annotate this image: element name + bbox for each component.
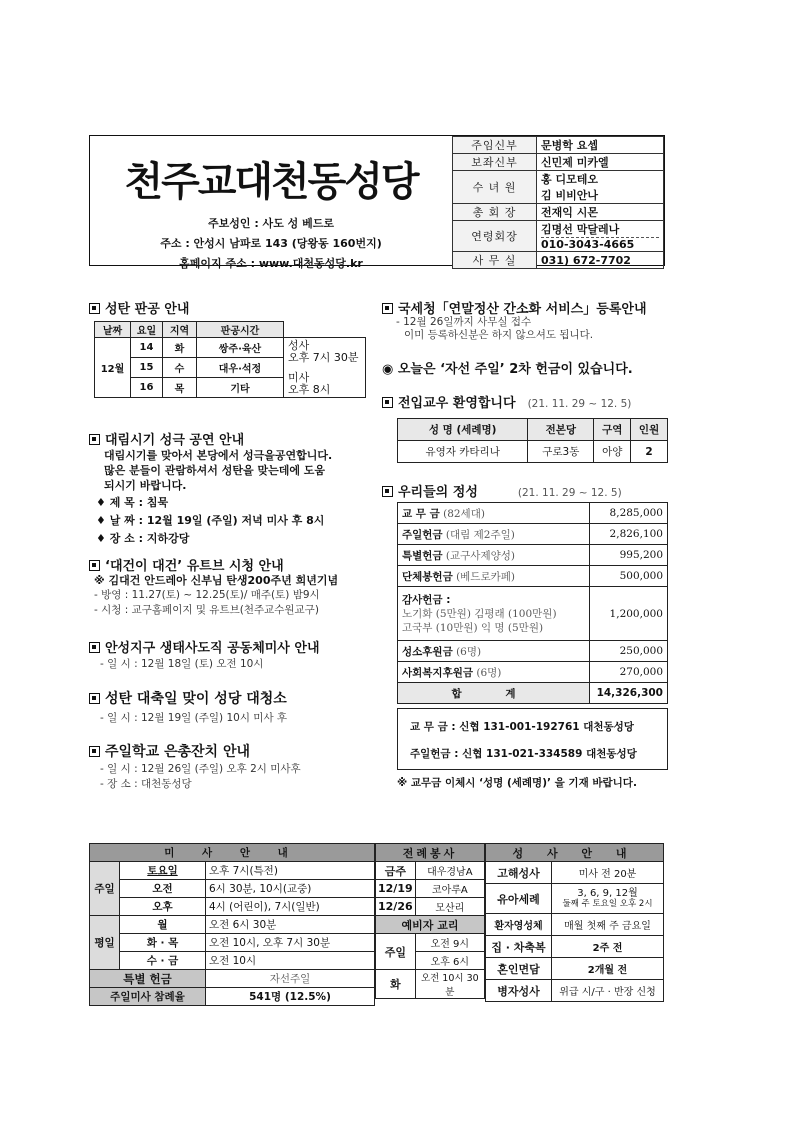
advent-item: ♦ 제 목 : 침묵 xyxy=(96,496,169,509)
staff-table xyxy=(452,136,664,265)
time-label: 미사 xyxy=(288,370,310,384)
staff-role: 사 무 실 xyxy=(453,252,537,269)
bank-line: 교 무 금 : 신협 131-001-192761 대천동성당 xyxy=(410,721,634,733)
square-bullet-icon xyxy=(382,303,393,314)
sacrament-name: 고해성사 xyxy=(486,862,552,884)
sunday-school-body xyxy=(100,762,301,792)
tax-line: - 12월 26일까지 사무실 접수 xyxy=(396,316,532,328)
catechism-title: 예비자 교리 xyxy=(376,916,485,934)
attendance-label: 주일미사 참례율 xyxy=(90,988,206,1006)
advent-line: 대림시기를 맞아서 본당에서 성극을공연합니다. xyxy=(104,449,333,462)
serve-team: 대우경남A xyxy=(415,862,484,880)
dow-cell: 수 xyxy=(163,358,197,378)
offering-amount: 2,826,100 xyxy=(590,524,668,545)
section-title-xmas: 성탄 판공 안내 xyxy=(89,298,189,317)
staff-role: 연령회장 xyxy=(453,221,537,252)
sacrament-info xyxy=(552,884,664,914)
advent-items xyxy=(96,494,324,548)
catechism-time: 오전 9시 xyxy=(415,934,484,952)
col-header: 지역 xyxy=(163,322,197,338)
staff-name: 신민제 미카엘 xyxy=(537,154,664,171)
sacrament-name: 유아세례 xyxy=(486,884,552,914)
tax-body xyxy=(396,316,593,342)
mass-time: 6시 30분, 10시(교중) xyxy=(206,880,375,898)
advent-line: 되시기 바랍니다. xyxy=(104,479,187,492)
catechism-day: 화 xyxy=(376,970,416,999)
area-cell: 쌍주·육산 xyxy=(197,338,284,358)
patron-line: 주보성인 : 사도 성 베드로 xyxy=(208,217,334,230)
offering-label: 주일헌금 xyxy=(402,528,443,541)
section-title-advent: 대림시기 성극 공연 안내 xyxy=(89,429,244,448)
staff-role: 총 회 장 xyxy=(453,204,537,221)
col-header: 날짜 xyxy=(95,322,131,338)
serve-date: 12/19 xyxy=(376,880,416,898)
advent-item: ♦ 날 짜 : 12월 19일 (주일) 저녁 미사 후 8시 xyxy=(96,514,325,527)
offering-note: (대림 제2주일) xyxy=(445,528,515,541)
offering-label: 특별헌금 xyxy=(402,549,443,562)
sacrament-info: 미사 전 20분 xyxy=(552,862,664,884)
day-cell: 16 xyxy=(131,378,163,398)
section-title-sunday-school: 주일학교 은총잔치 안내 xyxy=(89,741,250,761)
col-header: 구역 xyxy=(594,419,631,441)
serve-date: 금주 xyxy=(376,862,416,880)
sacrament-info: 위급 시/구 · 반장 신청 xyxy=(552,980,664,1002)
header-box xyxy=(89,135,665,270)
sacrament-name: 집 · 차축복 xyxy=(486,936,552,958)
sacrament-info: 2개월 전 xyxy=(552,958,664,980)
youtube-line: - 시청 : 교구홈페이지 및 유트브(천주교수원교구) xyxy=(94,604,319,616)
cleanup-line: - 일 시 : 12월 19일 (주일) 10시 미사 후 xyxy=(100,712,288,724)
thanks-donors: 노기화 (5만원) 김평래 (100만원) xyxy=(402,607,557,620)
sunday-label: 주일 xyxy=(90,862,120,916)
sacrament-info: 매월 첫째 주 금요일 xyxy=(552,914,664,936)
col-header: 전본당 xyxy=(528,419,594,441)
staff-name xyxy=(537,171,664,204)
mass-time: 오전 10시, 오후 7시 30분 xyxy=(206,934,375,952)
special-offering-label: 특별 헌금 xyxy=(90,970,206,988)
sunday-school-line: - 일 시 : 12월 26일 (주일) 오후 2시 미사후 xyxy=(100,763,301,775)
thanks-label: 감사헌금 : xyxy=(402,593,451,606)
mass-slot: 토요일 xyxy=(120,862,206,880)
bank-note: ※ 교무금 이체시 ‘성명 (세례명)’ 을 기재 바랍니다. xyxy=(397,777,637,789)
baptism-months: 3, 6, 9, 12월 xyxy=(577,887,638,899)
table-row xyxy=(398,641,668,662)
staff-phone: 010-3043-4665 xyxy=(541,238,635,251)
address-line: 주소 : 안성시 남파로 143 (당왕동 160번지) xyxy=(160,237,382,250)
catechism-time: 오후 6시 xyxy=(415,952,484,970)
mass-slot: 수 · 금 xyxy=(120,952,206,970)
col-header: 판공시간 xyxy=(197,322,284,338)
sacraments-table xyxy=(485,843,664,1002)
staff-name-1: 김명선 막달레나 xyxy=(541,221,659,238)
area-cell: 기타 xyxy=(197,378,284,398)
offering-label: 성소후원금 xyxy=(402,645,453,658)
square-bullet-icon xyxy=(89,642,100,653)
time-cell xyxy=(284,338,366,398)
table-row xyxy=(398,662,668,683)
total-row xyxy=(398,683,668,704)
newcomers-period: (21. 11. 29 ~ 12. 5) xyxy=(527,398,632,410)
square-bullet-icon xyxy=(89,693,100,704)
time-value: 오후 7시 30분 xyxy=(288,350,359,364)
weekday-label: 평일 xyxy=(90,916,120,970)
mass-time: 오전 6시 30분 xyxy=(206,916,375,934)
advent-line: 많은 분들이 관람하셔서 성탄을 맞는데에 도움 xyxy=(104,464,326,477)
area-cell: 대우·석정 xyxy=(197,358,284,378)
bank-accounts xyxy=(397,708,668,770)
offerings-period: (21. 11. 29 ~ 12. 5) xyxy=(517,487,622,499)
time-value: 오후 8시 xyxy=(288,382,331,396)
staff-role: 주임신부 xyxy=(453,137,537,154)
newcomer-zone: 아양 xyxy=(594,441,631,463)
advent-body xyxy=(104,448,332,493)
offering-label: 교 무 금 xyxy=(402,507,440,520)
mass-slot: 오후 xyxy=(120,898,206,916)
mass-slot: 화 · 목 xyxy=(120,934,206,952)
staff-name-1: 홍 디모테오 xyxy=(541,173,598,186)
square-bullet-icon xyxy=(89,303,100,314)
square-bullet-icon xyxy=(89,434,100,445)
section-title-anseong: 안성지구 생태사도직 공동체미사 안내 xyxy=(89,637,320,656)
square-bullet-icon xyxy=(382,486,393,497)
month-cell: 12월 xyxy=(95,338,131,398)
table-row xyxy=(398,503,668,524)
offering-label: 사회복지후원금 xyxy=(402,666,474,679)
total-amount: 14,326,300 xyxy=(590,683,668,704)
offering-note: (교구사제양성) xyxy=(445,549,515,562)
offering-note: (82세대) xyxy=(443,507,485,520)
offerings-table xyxy=(397,502,668,704)
staff-name: 전재익 시몬 xyxy=(537,204,664,221)
section-title-offerings: 우리들의 정성 (21. 11. 29 ~ 12. 5) xyxy=(382,481,622,500)
mass-slot: 월 xyxy=(120,916,206,934)
section-title-youtube: ‘대건이 대건’ 유트브 시청 안내 xyxy=(89,555,284,574)
offering-note: (6명) xyxy=(476,666,502,679)
col-header: 인원 xyxy=(631,419,668,441)
youtube-line: ※ 김대건 안드레아 신부님 탄생200주년 희년기념 xyxy=(94,574,339,587)
table-row xyxy=(398,545,668,566)
tax-line: 이미 등록하신분은 하지 않으셔도 됩니다. xyxy=(404,329,594,341)
mass-time: 오후 7시(특전) xyxy=(206,862,375,880)
liturgy-service-table xyxy=(375,843,485,999)
attendance-value: 541명 (12.5%) xyxy=(206,988,375,1006)
office-phone: 031) 672-7702 xyxy=(537,252,664,269)
offering-amount: 1,200,000 xyxy=(590,587,668,641)
table-row xyxy=(398,566,668,587)
day-cell: 15 xyxy=(131,358,163,378)
special-offering-value: 자선주일 xyxy=(206,970,375,988)
mass-time: 4시 (어린이), 7시(일반) xyxy=(206,898,375,916)
section-title-tax: 국세청「연말정산 간소화 서비스」등록안내 xyxy=(382,298,647,317)
newcomer-parish: 구로3동 xyxy=(528,441,594,463)
offering-amount: 500,000 xyxy=(590,566,668,587)
col-header: 요일 xyxy=(131,322,163,338)
mass-slot: 오전 xyxy=(120,880,206,898)
charity-sunday-notice: ◉ 오늘은 ‘자선 주일’ 2차 헌금이 있습니다. xyxy=(382,362,633,377)
sacrament-name: 병자성사 xyxy=(486,980,552,1002)
anseong-line: - 일 시 : 12월 18일 (토) 오전 10시 xyxy=(100,658,264,670)
sacraments-title: 성 사 안 내 xyxy=(486,844,664,862)
mass-title: 미 사 안 내 xyxy=(90,844,375,862)
catechism-time: 오전 10시 30분 xyxy=(415,970,484,999)
staff-name xyxy=(537,221,664,252)
table-row xyxy=(398,441,668,463)
offering-amount: 995,200 xyxy=(590,545,668,566)
bank-line: 주일헌금 : 신협 131-021-334589 대천동성당 xyxy=(410,748,637,760)
advent-item: ♦ 장 소 : 지하강당 xyxy=(96,532,190,545)
table-row xyxy=(398,524,668,545)
day-cell: 14 xyxy=(131,338,163,358)
youtube-body xyxy=(94,573,338,618)
table-row xyxy=(398,587,668,641)
sacrament-name: 환자영성체 xyxy=(486,914,552,936)
youtube-line: - 방영 : 11.27(토) ~ 12.25(토)/ 매주(토) 밤9시 xyxy=(94,589,320,601)
homepage-line: 홈페이지 주소 : www.대천동성당.kr xyxy=(179,257,363,270)
sacrament-name: 혼인면담 xyxy=(486,958,552,980)
square-bullet-icon xyxy=(382,397,393,408)
serve-date: 12/26 xyxy=(376,898,416,916)
section-title-newcomers: 전입교우 환영합니다 (21. 11. 29 ~ 12. 5) xyxy=(382,392,631,411)
staff-name: 문병학 요셉 xyxy=(537,137,664,154)
newcomers-table xyxy=(397,418,668,463)
offering-note: (베드로카페) xyxy=(456,570,515,583)
sunday-school-line: - 장 소 : 대천동성당 xyxy=(100,778,192,790)
dow-cell: 화 xyxy=(163,338,197,358)
serve-team: 모산리 xyxy=(415,898,484,916)
dow-cell: 목 xyxy=(163,378,197,398)
offering-amount: 8,285,000 xyxy=(590,503,668,524)
col-header: 성 명 (세례명) xyxy=(398,419,528,441)
offering-amount: 270,000 xyxy=(590,662,668,683)
offering-note: (6명) xyxy=(456,645,482,658)
section-title-cleanup: 성탄 대축일 맞이 성당 대청소 xyxy=(89,688,287,708)
parish-title: 천주교대천동성당 xyxy=(124,158,418,205)
time-label: 성사 xyxy=(288,338,310,352)
baptism-time: 둘째 주 토요일 오후 2시 xyxy=(562,898,653,909)
newcomer-name: 유영자 카타리나 xyxy=(398,441,528,463)
mass-schedule-table xyxy=(89,843,375,1006)
sacrament-info: 2주 전 xyxy=(552,936,664,958)
thanks-donors: 고국부 (10만원) 익 명 (5만원) xyxy=(402,621,544,634)
newcomer-count: 2 xyxy=(631,441,668,463)
mass-time: 오전 10시 xyxy=(206,952,375,970)
square-bullet-icon xyxy=(89,560,100,571)
staff-role: 수 녀 원 xyxy=(453,171,537,204)
serve-team: 코아루A xyxy=(415,880,484,898)
catechism-day: 주일 xyxy=(376,934,416,970)
serve-title: 전례봉사 xyxy=(376,844,485,862)
staff-name-2: 김 비비안나 xyxy=(541,189,598,202)
total-label: 합 계 xyxy=(398,683,590,704)
staff-role: 보좌신부 xyxy=(453,154,537,171)
offering-label: 단체봉헌금 xyxy=(402,570,453,583)
offering-amount: 250,000 xyxy=(590,641,668,662)
square-bullet-icon xyxy=(89,746,100,757)
xmas-confession-table xyxy=(94,321,366,398)
header-title-area xyxy=(90,136,452,270)
